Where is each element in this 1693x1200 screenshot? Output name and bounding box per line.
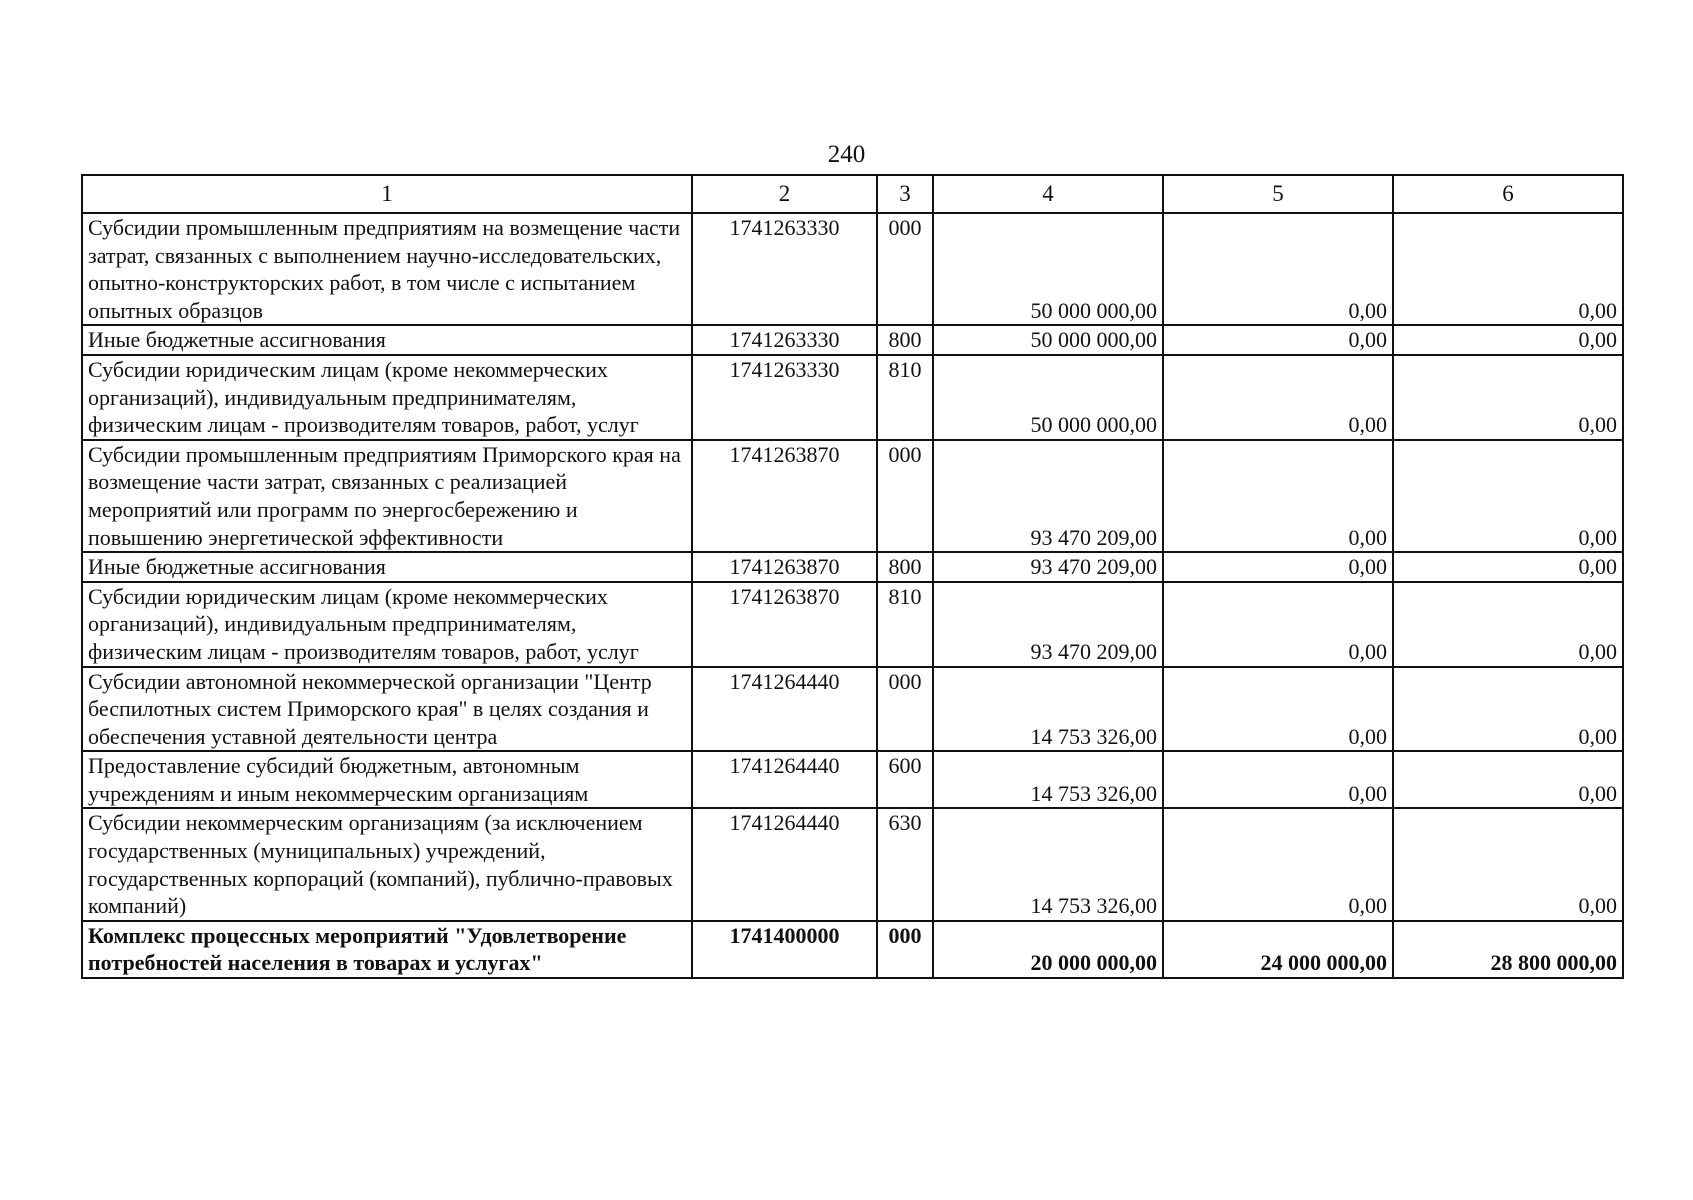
row-amount-2: 0,00: [1163, 808, 1393, 920]
row-code: 1741263870: [692, 440, 877, 552]
table-row: [82, 552, 1623, 582]
row-amount-2: 0,00: [1163, 325, 1393, 355]
row-kvr: 000: [877, 921, 933, 978]
table-row: [82, 355, 1623, 440]
row-code: 1741264440: [692, 667, 877, 752]
column-header: 4: [933, 175, 1163, 213]
row-amount-2: 0,00: [1163, 355, 1393, 440]
table-row: [82, 667, 1623, 752]
row-amount-1: 93 470 209,00: [933, 552, 1163, 582]
row-kvr: 810: [877, 582, 933, 667]
row-amount-3: 0,00: [1393, 667, 1623, 752]
row-amount-3: 0,00: [1393, 808, 1623, 920]
row-kvr: 630: [877, 808, 933, 920]
table-row: [82, 582, 1623, 667]
table-row: [82, 213, 1623, 325]
column-header: 1: [82, 175, 692, 213]
header-row: [82, 175, 1623, 213]
row-name: Иные бюджетные ассигнования: [82, 325, 692, 355]
row-kvr: 000: [877, 440, 933, 552]
row-name: Предоставление субсидий бюджетным, автономным учреждениям и иным некоммерческим организациям: [82, 751, 692, 808]
row-kvr: 000: [877, 213, 933, 325]
row-amount-1: 93 470 209,00: [933, 582, 1163, 667]
row-amount-1: 93 470 209,00: [933, 440, 1163, 552]
row-name: Субсидии юридическим лицам (кроме некоммерческих организаций), индивидуальным предпринимателям, физическим лицам - производителям товаров, работ, услуг: [82, 582, 692, 667]
row-code: 1741263330: [692, 355, 877, 440]
row-amount-3: 28 800 000,00: [1393, 921, 1623, 978]
row-amount-1: 14 753 326,00: [933, 808, 1163, 920]
row-kvr: 800: [877, 325, 933, 355]
row-name: Субсидии юридическим лицам (кроме некоммерческих организаций), индивидуальным предпринимателям, физическим лицам - производителям товаров, работ, услуг: [82, 355, 692, 440]
row-kvr: 000: [877, 667, 933, 752]
row-name: Субсидии автономной некоммерческой организации "Центр беспилотных систем Приморского края" в целях создания и обеспечения уставной деятельности центра: [82, 667, 692, 752]
row-amount-2: 0,00: [1163, 667, 1393, 752]
row-amount-3: 0,00: [1393, 582, 1623, 667]
row-kvr: 810: [877, 355, 933, 440]
row-amount-2: 0,00: [1163, 582, 1393, 667]
row-name: Иные бюджетные ассигнования: [82, 552, 692, 582]
row-name: Субсидии некоммерческим организациям (за исключением государственных (муниципальных) учреждений, государственных корпораций (компаний), публично-правовых компаний): [82, 808, 692, 920]
row-amount-2: 0,00: [1163, 751, 1393, 808]
row-amount-2: 0,00: [1163, 440, 1393, 552]
row-amount-1: 14 753 326,00: [933, 751, 1163, 808]
row-code: 1741263870: [692, 582, 877, 667]
row-code: 1741264440: [692, 808, 877, 920]
row-amount-3: 0,00: [1393, 440, 1623, 552]
column-header: 3: [877, 175, 933, 213]
table-row: [82, 325, 1623, 355]
row-code: 1741263330: [692, 213, 877, 325]
budget-table: [81, 174, 1624, 979]
table-row: [82, 808, 1623, 920]
row-amount-3: 0,00: [1393, 751, 1623, 808]
table-row: [82, 440, 1623, 552]
row-kvr: 600: [877, 751, 933, 808]
row-amount-3: 0,00: [1393, 325, 1623, 355]
column-header: 2: [692, 175, 877, 213]
row-amount-1: 50 000 000,00: [933, 355, 1163, 440]
table-row: [82, 751, 1623, 808]
row-amount-2: 0,00: [1163, 213, 1393, 325]
row-code: 1741264440: [692, 751, 877, 808]
row-name: Комплекс процессных мероприятий "Удовлетворение потребностей населения в товарах и услугах": [82, 921, 692, 978]
row-amount-1: 50 000 000,00: [933, 325, 1163, 355]
row-amount-2: 24 000 000,00: [1163, 921, 1393, 978]
row-amount-2: 0,00: [1163, 552, 1393, 582]
page-number: 240: [827, 141, 866, 168]
row-amount-1: 14 753 326,00: [933, 667, 1163, 752]
row-code: 1741263870: [692, 552, 877, 582]
row-amount-1: 50 000 000,00: [933, 213, 1163, 325]
row-name: Субсидии промышленным предприятиям на возмещение части затрат, связанных с выполнением научно-исследовательских, опытно-конструкторских работ, в том числе с испытанием опытных образцов: [82, 213, 692, 325]
row-amount-3: 0,00: [1393, 355, 1623, 440]
column-header: 5: [1163, 175, 1393, 213]
row-kvr: 800: [877, 552, 933, 582]
row-amount-3: 0,00: [1393, 552, 1623, 582]
row-code: 1741400000: [692, 921, 877, 978]
row-code: 1741263330: [692, 325, 877, 355]
column-header: 6: [1393, 175, 1623, 213]
row-amount-1: 20 000 000,00: [933, 921, 1163, 978]
table-row-total: [82, 921, 1623, 978]
row-amount-3: 0,00: [1393, 213, 1623, 325]
row-name: Субсидии промышленным предприятиям Приморского края на возмещение части затрат, связанных с реализацией мероприятий или программ по энергосбережению и повышению энергетической эффективности: [82, 440, 692, 552]
